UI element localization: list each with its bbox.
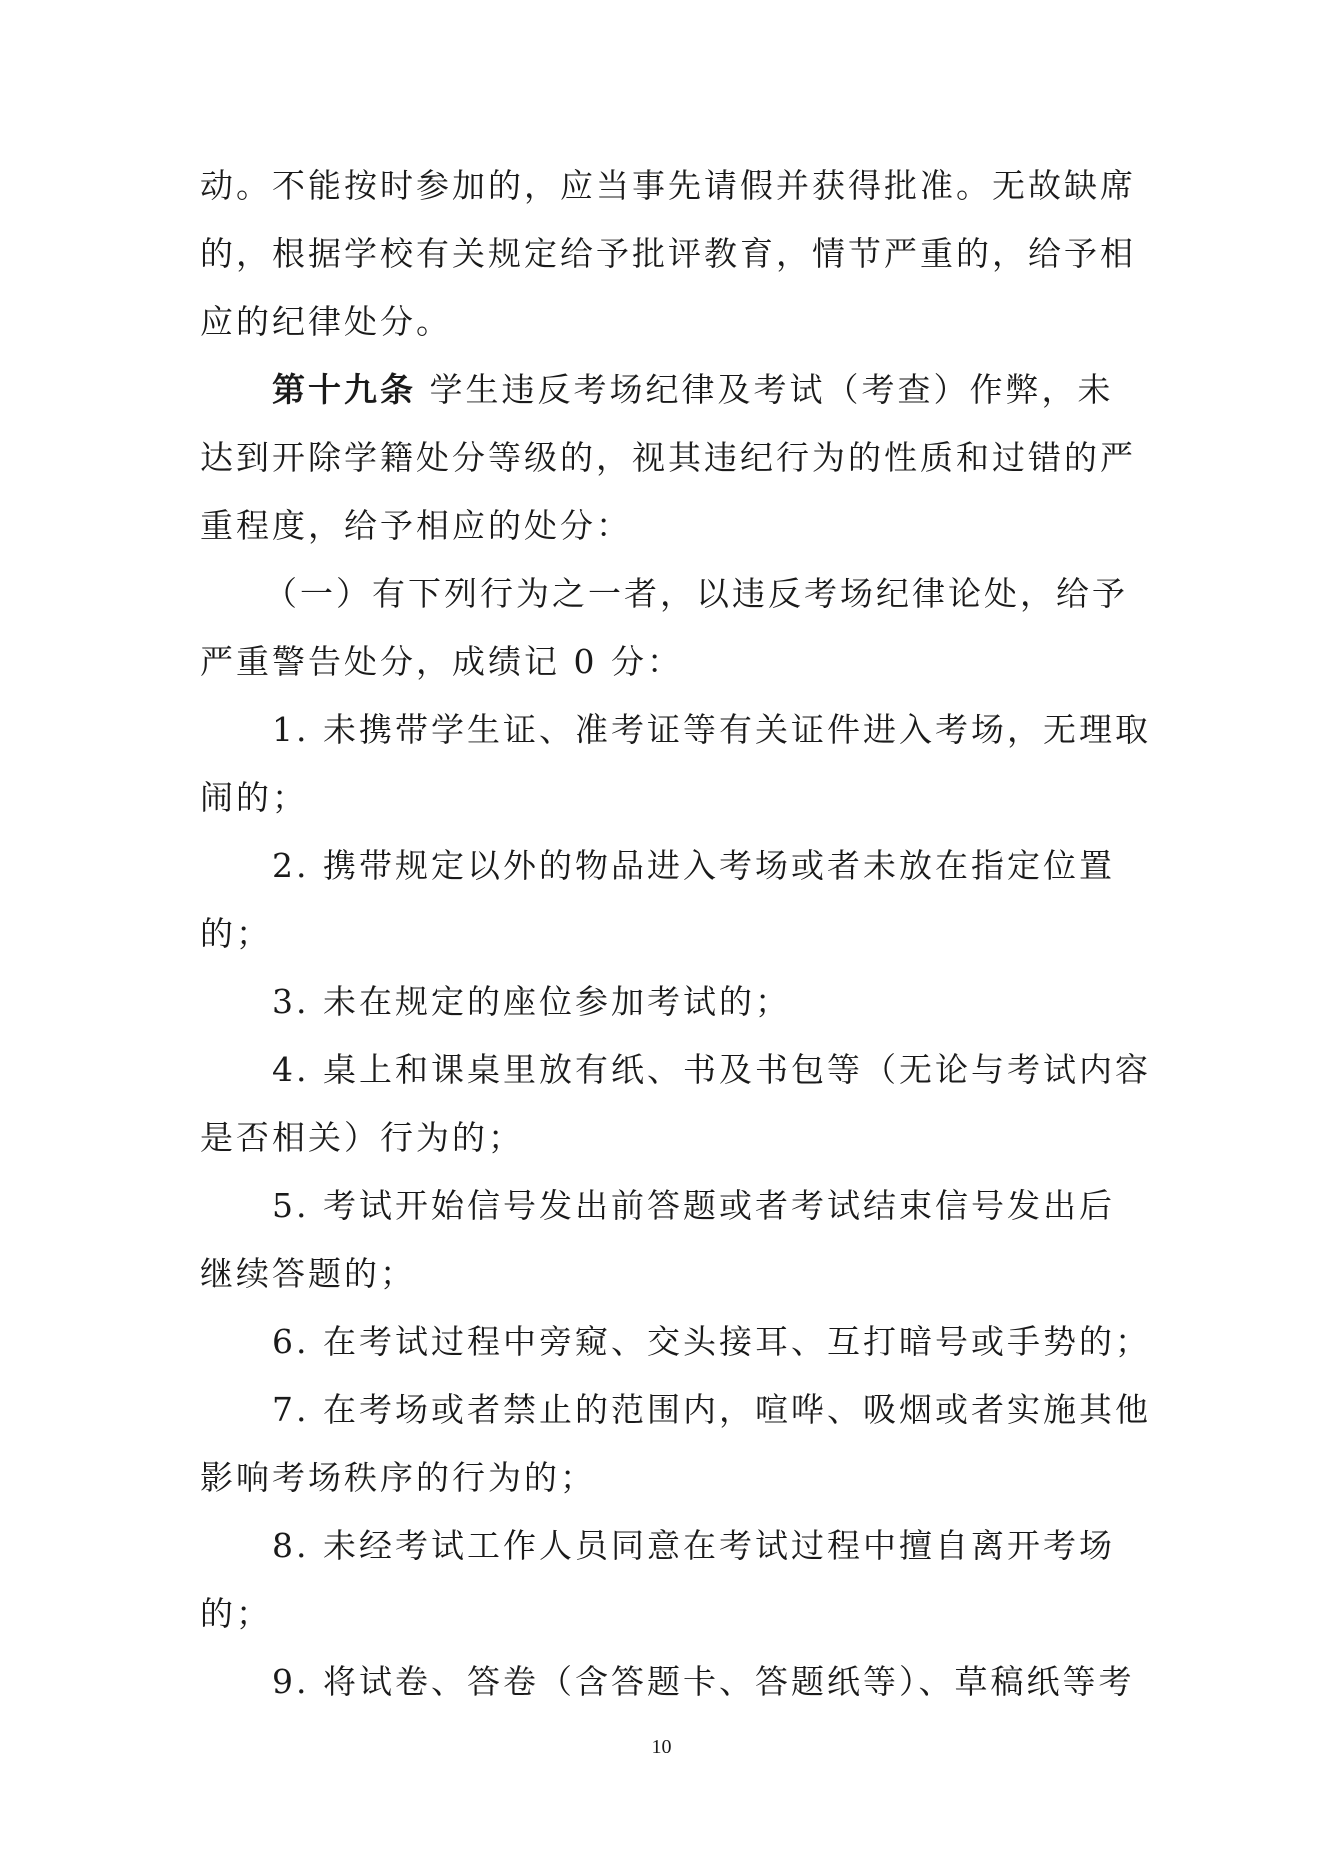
paragraph-line: 达到开除学籍处分等级的，视其违纪行为的性质和过错的严 — [200, 438, 1136, 477]
paragraph-line: 的； — [200, 1594, 272, 1633]
list-item-5: 5. 考试开始信号发出前答题或者考试结束信号发出后 — [272, 1186, 1115, 1225]
list-item-9: 9. 将试卷、答卷（含答题卡、答题纸等）、草稿纸等考 — [272, 1662, 1135, 1701]
list-item-7: 7. 在考场或者禁止的范围内，喧哗、吸烟或者实施其他 — [272, 1390, 1151, 1429]
paragraph-line: 的； — [200, 914, 272, 953]
page-number: 10 — [651, 1736, 672, 1758]
article-19-first-line — [272, 368, 1114, 412]
paragraph-line: 严重警告处分，成绩记 0 分： — [200, 642, 683, 681]
paragraph-line: 动。不能按时参加的，应当事先请假并获得批准。无故缺席 — [200, 166, 1136, 205]
article-title: 第十九条 — [272, 370, 416, 409]
paragraph-line: 重程度，给予相应的处分： — [200, 506, 632, 545]
paragraph-line: 是否相关）行为的； — [200, 1118, 524, 1157]
paragraph-line: 影响考场秩序的行为的； — [200, 1458, 596, 1497]
paragraph-line: 继续答题的； — [200, 1254, 416, 1293]
paragraph-line: 学生违反考场纪律及考试（考查）作弊，未 — [429, 370, 1114, 409]
list-item-4: 4. 桌上和课桌里放有纸、书及书包等（无论与考试内容 — [272, 1050, 1151, 1089]
list-item-1: 1. 未携带学生证、准考证等有关证件进入考场，无理取 — [272, 710, 1151, 749]
list-item-3: 3. 未在规定的座位参加考试的； — [272, 982, 791, 1021]
list-item-2: 2. 携带规定以外的物品进入考场或者未放在指定位置 — [272, 846, 1115, 885]
list-item-8: 8. 未经考试工作人员同意在考试过程中擅自离开考场 — [272, 1526, 1115, 1565]
list-item-6: 6. 在考试过程中旁窥、交头接耳、互打暗号或手势的； — [272, 1322, 1151, 1361]
paragraph-line: （一）有下列行为之一者，以违反考场纪律论处，给予 — [264, 574, 1128, 613]
paragraph-line: 应的纪律处分。 — [200, 302, 452, 341]
paragraph-line: 的，根据学校有关规定给予批评教育，情节严重的，给予相 — [200, 234, 1136, 273]
paragraph-line: 闹的； — [200, 778, 308, 817]
